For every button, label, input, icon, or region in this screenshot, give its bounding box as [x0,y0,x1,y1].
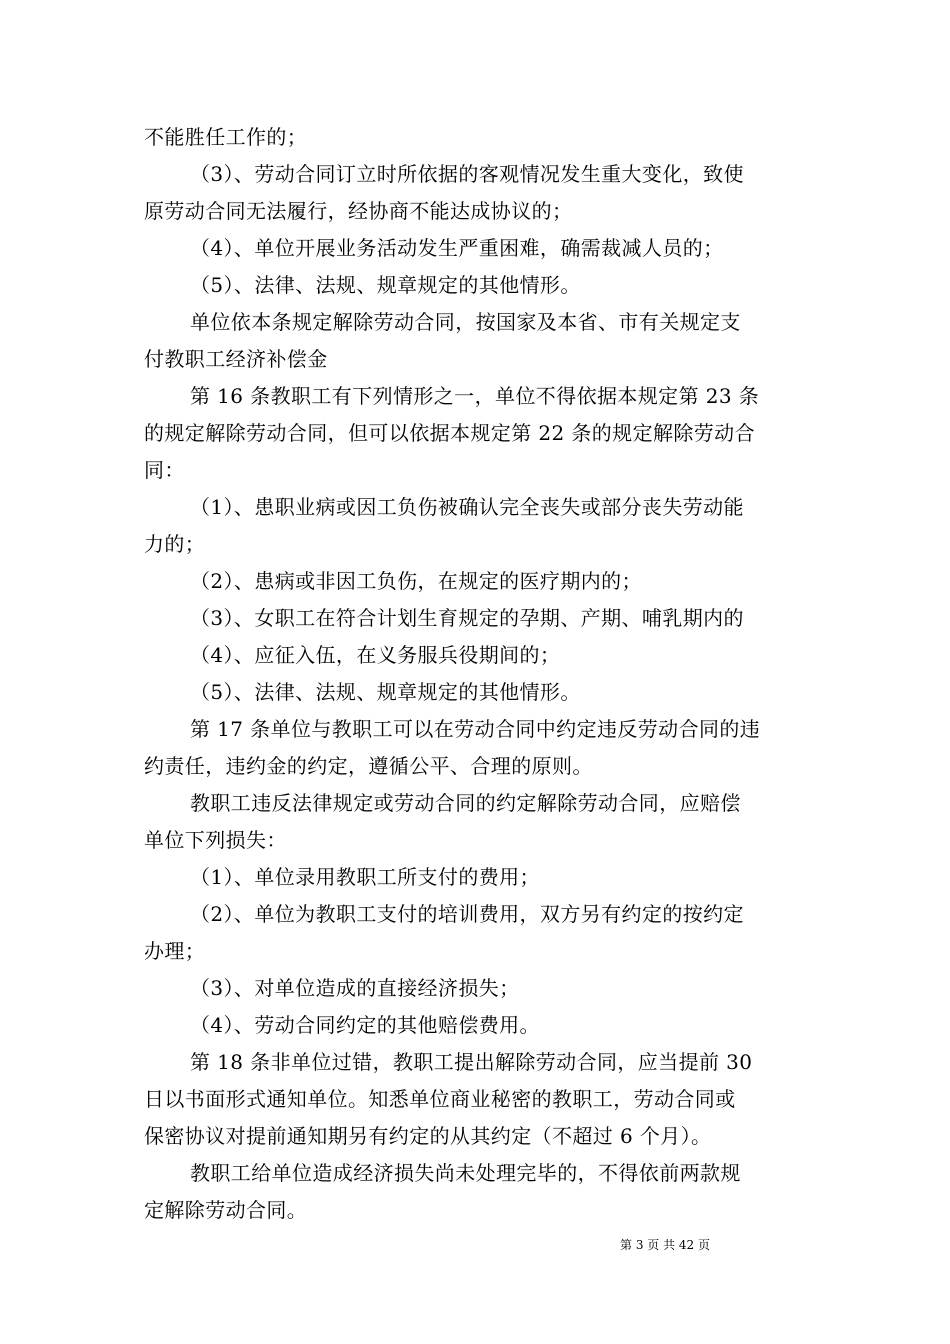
text-line: 单位下列损失： [144,828,287,852]
text-line: 力的； [144,532,206,556]
document-body [144,119,809,1229]
text-line: 第 16 条教职工有下列情形之一，单位不得依据本规定第 23 条 [190,384,760,408]
text-line: （4）、应征入伍，在义务服兵役期间的； [190,643,561,667]
text-line: 办理； [144,939,206,963]
text-line: （3）、女职工在符合计划生育规定的孕期、产期、哺乳期内的 [190,606,744,630]
text-line: （4）、单位开展业务活动发生严重困难，确需裁减人员的； [190,236,724,260]
text-line: 单位依本条规定解除劳动合同，按国家及本省、市有关规定支 [190,310,741,334]
text-line: 教职工给单位造成经济损失尚未处理完毕的，不得依前两款规 [190,1161,741,1185]
text-line: （3）、对单位造成的直接经济损失； [190,976,520,1000]
text-line: 定解除劳动合同。 [144,1198,308,1222]
text-line: （2）、患病或非因工负伤，在规定的医疗期内的； [190,569,642,593]
text-line: （1）、患职业病或因工负伤被确认完全丧失或部分丧失劳动能 [190,495,744,519]
text-line: 保密协议对提前通知期另有约定的从其约定（不超过 6 个月）。 [144,1124,712,1148]
text-line: 教职工违反法律规定或劳动合同的约定解除劳动合同，应赔偿 [190,791,741,815]
text-line: 同： [144,458,185,482]
text-line: 日以书面形式通知单位。知悉单位商业秘密的教职工，劳动合同或 [144,1087,736,1111]
text-line: （3）、劳动合同订立时所依据的客观情况发生重大变化，致使 [190,162,744,186]
text-line: （5）、法律、法规、规章规定的其他情形。 [190,680,581,704]
text-line: （1）、单位录用教职工所支付的费用； [190,865,540,889]
text-line: （4）、劳动合同约定的其他赔偿费用。 [190,1013,540,1037]
text-line: 的规定解除劳动合同，但可以依据本规定第 22 条的规定解除劳动合 [144,421,755,445]
text-line: 原劳动合同无法履行，经协商不能达成协议的； [144,199,573,223]
text-line: 付教职工经济补偿金 [144,347,328,371]
text-line: （2）、单位为教职工支付的培训费用，双方另有约定的按约定 [190,902,744,926]
page-number-footer: 第 3 页 共 42 页 [620,1238,710,1252]
text-line: （5）、法律、法规、规章规定的其他情形。 [190,273,581,297]
text-line: 不能胜任工作的； [144,125,308,149]
text-line: 第 17 条单位与教职工可以在劳动合同中约定违反劳动合同的违 [190,717,761,741]
text-line: 第 18 条非单位过错，教职工提出解除劳动合同，应当提前 30 [190,1050,753,1074]
text-line: 约责任，违约金的约定，遵循公平、合理的原则。 [144,754,593,778]
